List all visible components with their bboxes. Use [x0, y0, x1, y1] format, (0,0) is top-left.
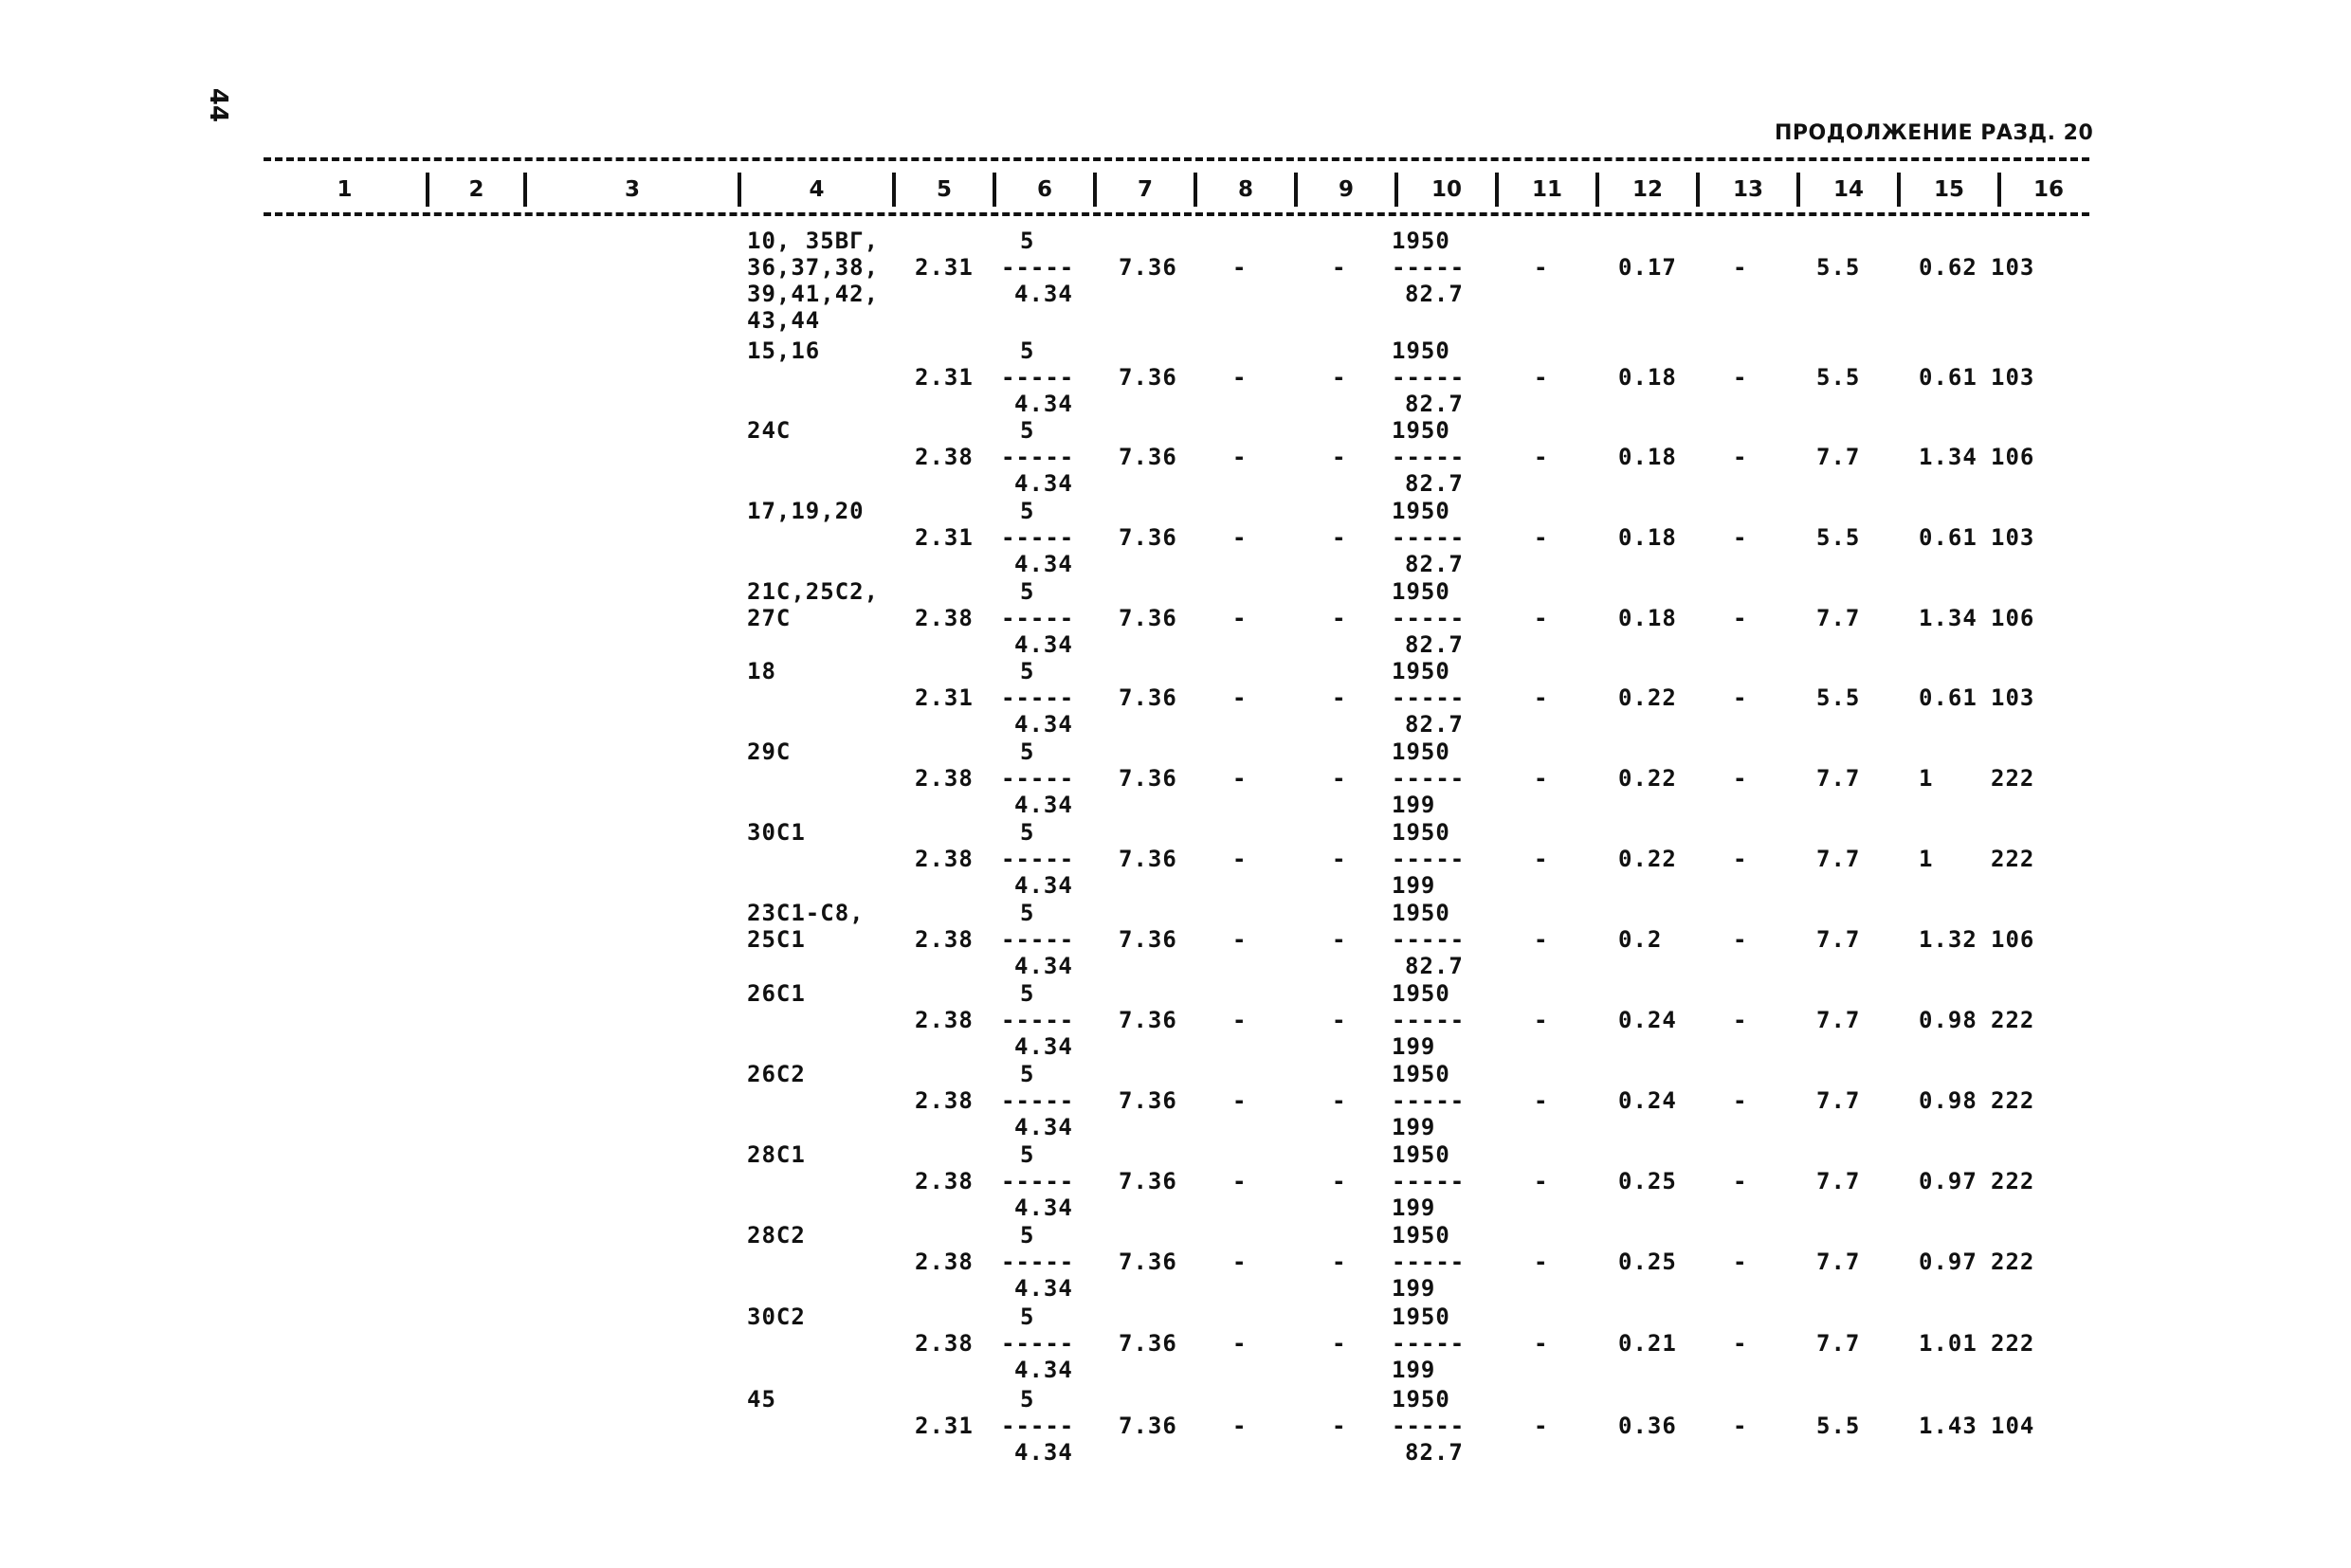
cell-col14: 7.7	[1816, 926, 1861, 953]
cell-col16: 103	[1991, 254, 2035, 281]
cell-col6-numerator: 5	[1020, 498, 1035, 524]
cell-col8: -	[1232, 254, 1248, 281]
cell-col5: 2.38	[915, 765, 974, 792]
cell-col7: 7.36	[1119, 765, 1177, 792]
cell-col11: -	[1534, 846, 1549, 872]
table-row	[0, 228, 2351, 334]
cell-col4: 15,16	[747, 337, 821, 364]
cell-col14: 5.5	[1816, 254, 1861, 281]
cell-col6-denominator: 4.34	[1014, 1357, 1073, 1383]
cell-col5: 2.31	[915, 1413, 974, 1439]
cell-col6-fraction-line: -----	[1001, 1168, 1075, 1194]
cell-col10-numerator: 1950	[1392, 1141, 1450, 1168]
cell-col7: 7.36	[1119, 1168, 1177, 1194]
column-header-6: 6	[996, 173, 1097, 207]
cell-col13: -	[1733, 364, 1748, 391]
cell-col4: 28C1	[747, 1141, 806, 1168]
cell-col6-fraction-line: -----	[1001, 1330, 1075, 1357]
cell-col4: 30C2	[747, 1304, 806, 1330]
cell-col13: -	[1733, 254, 1748, 281]
column-header-13: 13	[1700, 173, 1800, 207]
cell-col8: -	[1232, 364, 1248, 391]
cell-col5: 2.38	[915, 444, 974, 470]
cell-col4: 28C2	[747, 1222, 806, 1249]
column-header-8: 8	[1197, 173, 1298, 207]
cell-col9: -	[1332, 364, 1347, 391]
cell-col9: -	[1332, 1413, 1347, 1439]
cell-col16: 104	[1991, 1413, 2035, 1439]
cell-col8: -	[1232, 684, 1248, 711]
cell-col15: 1.01	[1919, 1330, 1977, 1357]
cell-col11: -	[1534, 364, 1549, 391]
cell-col11: -	[1534, 684, 1549, 711]
cell-col14: 5.5	[1816, 524, 1861, 551]
cell-col6-numerator: 5	[1020, 900, 1035, 926]
cell-col15: 1.32	[1919, 926, 1977, 953]
cell-col12: 0.18	[1618, 444, 1677, 470]
cell-col13: -	[1733, 1007, 1748, 1033]
table-row	[0, 1061, 2351, 1140]
cell-col10-fraction-line: -----	[1392, 1413, 1466, 1439]
table-row	[0, 900, 2351, 979]
cell-col6-fraction-line: -----	[1001, 605, 1075, 631]
cell-col9: -	[1332, 1007, 1347, 1033]
cell-col6-numerator: 5	[1020, 578, 1035, 605]
cell-col9: -	[1332, 1168, 1347, 1194]
cell-col11: -	[1534, 1330, 1549, 1357]
cell-col6-denominator: 4.34	[1014, 1275, 1073, 1302]
cell-col12: 0.25	[1618, 1168, 1677, 1194]
cell-col6-numerator: 5	[1020, 228, 1035, 254]
cell-col4: 23C1-C8, 25C1	[747, 900, 865, 953]
cell-col12: 0.25	[1618, 1249, 1677, 1275]
cell-col13: -	[1733, 1168, 1748, 1194]
cell-col8: -	[1232, 1087, 1248, 1114]
cell-col10-numerator: 1950	[1392, 578, 1450, 605]
cell-col10-numerator: 1950	[1392, 980, 1450, 1007]
cell-col12: 0.2	[1618, 926, 1663, 953]
cell-col12: 0.21	[1618, 1330, 1677, 1357]
cell-col8: -	[1232, 1249, 1248, 1275]
cell-col6-denominator: 4.34	[1014, 1194, 1073, 1221]
cell-col10-fraction-line: -----	[1392, 1087, 1466, 1114]
cell-col15: 0.61	[1919, 364, 1977, 391]
cell-col14: 5.5	[1816, 684, 1861, 711]
cell-col11: -	[1534, 1168, 1549, 1194]
cell-col16: 222	[1991, 1087, 2035, 1114]
cell-col5: 2.38	[915, 605, 974, 631]
cell-col16: 222	[1991, 846, 2035, 872]
cell-col4: 26C1	[747, 980, 806, 1007]
cell-col6-numerator: 5	[1020, 658, 1035, 684]
cell-col6-numerator: 5	[1020, 417, 1035, 444]
cell-col6-fraction-line: -----	[1001, 364, 1075, 391]
cell-col10-denominator: 82.7	[1405, 551, 1464, 577]
cell-col10-denominator: 82.7	[1405, 391, 1464, 417]
cell-col13: -	[1733, 684, 1748, 711]
cell-col4: 21C,25C2, 27C	[747, 578, 880, 631]
cell-col7: 7.36	[1119, 254, 1177, 281]
cell-col16: 103	[1991, 684, 2035, 711]
cell-col5: 2.31	[915, 254, 974, 281]
cell-col9: -	[1332, 444, 1347, 470]
cell-col10-fraction-line: -----	[1392, 1168, 1466, 1194]
cell-col6-denominator: 4.34	[1014, 1033, 1073, 1060]
cell-col16: 222	[1991, 765, 2035, 792]
cell-col9: -	[1332, 254, 1347, 281]
cell-col10-numerator: 1950	[1392, 900, 1450, 926]
cell-col12: 0.18	[1618, 605, 1677, 631]
cell-col5: 2.38	[915, 846, 974, 872]
cell-col5: 2.38	[915, 1087, 974, 1114]
cell-col14: 7.7	[1816, 765, 1861, 792]
cell-col14: 7.7	[1816, 1330, 1861, 1357]
cell-col14: 7.7	[1816, 1087, 1861, 1114]
cell-col10-fraction-line: -----	[1392, 1330, 1466, 1357]
cell-col7: 7.36	[1119, 1249, 1177, 1275]
cell-col10-denominator: 82.7	[1405, 281, 1464, 307]
cell-col6-denominator: 4.34	[1014, 391, 1073, 417]
continuation-heading: ПРОДОЛЖЕНИЕ РАЗД. 20	[1775, 121, 2094, 145]
cell-col5: 2.38	[915, 1330, 974, 1357]
table-row	[0, 1386, 2351, 1466]
table-row	[0, 337, 2351, 417]
cell-col6-denominator: 4.34	[1014, 1439, 1073, 1466]
column-header-16: 16	[2032, 177, 2064, 202]
cell-col10-numerator: 1950	[1392, 1222, 1450, 1249]
cell-col8: -	[1232, 1007, 1248, 1033]
cell-col4: 24C	[747, 417, 792, 444]
cell-col10-fraction-line: -----	[1392, 926, 1466, 953]
cell-col16: 222	[1991, 1007, 2035, 1033]
cell-col9: -	[1332, 1087, 1347, 1114]
cell-col6-fraction-line: -----	[1001, 1007, 1075, 1033]
cell-col13: -	[1733, 1087, 1748, 1114]
cell-col12: 0.17	[1618, 254, 1677, 281]
cell-col10-denominator: 199	[1392, 1194, 1436, 1221]
cell-col7: 7.36	[1119, 846, 1177, 872]
cell-col13: -	[1733, 926, 1748, 953]
table-row	[0, 578, 2351, 658]
cell-col10-numerator: 1950	[1392, 819, 1450, 846]
cell-col5: 2.38	[915, 1007, 974, 1033]
cell-col6-denominator: 4.34	[1014, 953, 1073, 979]
cell-col16: 222	[1991, 1330, 2035, 1357]
cell-col14: 7.7	[1816, 846, 1861, 872]
cell-col16: 103	[1991, 524, 2035, 551]
cell-col8: -	[1232, 1330, 1248, 1357]
page-number: 44	[204, 87, 233, 123]
column-header-14: 14	[1800, 173, 1901, 207]
column-header-5: 5	[896, 173, 996, 207]
cell-col11: -	[1534, 254, 1549, 281]
cell-col10-denominator: 82.7	[1405, 1439, 1464, 1466]
table-row	[0, 1141, 2351, 1221]
cell-col12: 0.36	[1618, 1413, 1677, 1439]
cell-col16: 106	[1991, 926, 2035, 953]
cell-col4: 17,19,20	[747, 498, 865, 524]
cell-col12: 0.22	[1618, 765, 1677, 792]
cell-col9: -	[1332, 846, 1347, 872]
cell-col10-fraction-line: -----	[1392, 444, 1466, 470]
cell-col9: -	[1332, 684, 1347, 711]
cell-col9: -	[1332, 605, 1347, 631]
table-row	[0, 1304, 2351, 1383]
cell-col15: 0.61	[1919, 684, 1977, 711]
cell-col10-fraction-line: -----	[1392, 254, 1466, 281]
cell-col11: -	[1534, 926, 1549, 953]
cell-col10-denominator: 199	[1392, 792, 1436, 818]
cell-col14: 7.7	[1816, 1249, 1861, 1275]
cell-col7: 7.36	[1119, 1330, 1177, 1357]
cell-col6-denominator: 4.34	[1014, 470, 1073, 497]
cell-col8: -	[1232, 765, 1248, 792]
cell-col9: -	[1332, 926, 1347, 953]
cell-col7: 7.36	[1119, 444, 1177, 470]
cell-col6-denominator: 4.34	[1014, 711, 1073, 738]
cell-col15: 1.43	[1919, 1413, 1977, 1439]
cell-col5: 2.31	[915, 364, 974, 391]
cell-col6-fraction-line: -----	[1001, 524, 1075, 551]
table-row	[0, 738, 2351, 818]
cell-col10-fraction-line: -----	[1392, 1007, 1466, 1033]
cell-col10-fraction-line: -----	[1392, 524, 1466, 551]
cell-col15: 0.97	[1919, 1168, 1977, 1194]
cell-col5: 2.38	[915, 926, 974, 953]
column-header-9: 9	[1298, 173, 1398, 207]
cell-col8: -	[1232, 926, 1248, 953]
table-row	[0, 1222, 2351, 1302]
cell-col7: 7.36	[1119, 1007, 1177, 1033]
cell-col6-numerator: 5	[1020, 337, 1035, 364]
cell-col6-fraction-line: -----	[1001, 765, 1075, 792]
cell-col15: 1	[1919, 765, 1934, 792]
cell-col6-denominator: 4.34	[1014, 1114, 1073, 1140]
cell-col6-numerator: 5	[1020, 1141, 1035, 1168]
cell-col5: 2.31	[915, 524, 974, 551]
cell-col15: 1	[1919, 846, 1934, 872]
cell-col10-numerator: 1950	[1392, 1386, 1450, 1413]
cell-col4: 29C	[747, 738, 792, 765]
cell-col7: 7.36	[1119, 926, 1177, 953]
cell-col11: -	[1534, 1413, 1549, 1439]
cell-col5: 2.38	[915, 1168, 974, 1194]
cell-col7: 7.36	[1119, 605, 1177, 631]
column-header-3: 3	[527, 173, 741, 207]
cell-col10-numerator: 1950	[1392, 417, 1450, 444]
cell-col4: 18	[747, 658, 776, 684]
column-header-15: 15	[1901, 173, 2001, 207]
cell-col10-numerator: 1950	[1392, 337, 1450, 364]
cell-col10-numerator: 1950	[1392, 658, 1450, 684]
cell-col14: 7.7	[1816, 1007, 1861, 1033]
cell-col5: 2.31	[915, 684, 974, 711]
column-header-2: 2	[429, 173, 527, 207]
cell-col6-denominator: 4.34	[1014, 872, 1073, 899]
cell-col11: -	[1534, 605, 1549, 631]
cell-col10-denominator: 82.7	[1405, 953, 1464, 979]
cell-col6-denominator: 4.34	[1014, 281, 1073, 307]
cell-col13: -	[1733, 765, 1748, 792]
table-row	[0, 658, 2351, 738]
cell-col6-fraction-line: -----	[1001, 254, 1075, 281]
cell-col10-fraction-line: -----	[1392, 364, 1466, 391]
cell-col10-denominator: 199	[1392, 1275, 1436, 1302]
table-row	[0, 819, 2351, 899]
cell-col10-numerator: 1950	[1392, 498, 1450, 524]
header-top-rule	[264, 157, 2089, 161]
cell-col9: -	[1332, 524, 1347, 551]
column-header-7: 7	[1097, 173, 1197, 207]
cell-col10-numerator: 1950	[1392, 228, 1450, 254]
cell-col13: -	[1733, 444, 1748, 470]
cell-col10-denominator: 82.7	[1405, 711, 1464, 738]
cell-col15: 0.97	[1919, 1249, 1977, 1275]
cell-col4: 26C2	[747, 1061, 806, 1087]
cell-col6-fraction-line: -----	[1001, 926, 1075, 953]
cell-col10-fraction-line: -----	[1392, 1249, 1466, 1275]
cell-col6-fraction-line: -----	[1001, 1413, 1075, 1439]
cell-col6-numerator: 5	[1020, 1386, 1035, 1413]
cell-col8: -	[1232, 524, 1248, 551]
cell-col13: -	[1733, 846, 1748, 872]
column-header-12: 12	[1599, 173, 1700, 207]
cell-col10-denominator: 199	[1392, 872, 1436, 899]
cell-col6-numerator: 5	[1020, 738, 1035, 765]
cell-col6-fraction-line: -----	[1001, 1087, 1075, 1114]
cell-col15: 0.62	[1919, 254, 1977, 281]
cell-col7: 7.36	[1119, 1087, 1177, 1114]
cell-col9: -	[1332, 1249, 1347, 1275]
cell-col15: 0.61	[1919, 524, 1977, 551]
column-header-4: 4	[741, 173, 896, 207]
cell-col4: 30C1	[747, 819, 806, 846]
cell-col12: 0.24	[1618, 1087, 1677, 1114]
cell-col6-fraction-line: -----	[1001, 846, 1075, 872]
column-header-11: 11	[1499, 173, 1599, 207]
cell-col10-fraction-line: -----	[1392, 605, 1466, 631]
cell-col6-numerator: 5	[1020, 1222, 1035, 1249]
cell-col15: 0.98	[1919, 1087, 1977, 1114]
cell-col6-denominator: 4.34	[1014, 551, 1073, 577]
cell-col10-numerator: 1950	[1392, 738, 1450, 765]
column-header-1: 1	[264, 173, 429, 207]
cell-col10-denominator: 199	[1392, 1114, 1436, 1140]
cell-col10-denominator: 199	[1392, 1357, 1436, 1383]
cell-col14: 5.5	[1816, 1413, 1861, 1439]
cell-col11: -	[1534, 1007, 1549, 1033]
cell-col13: -	[1733, 1413, 1748, 1439]
table-row	[0, 498, 2351, 577]
cell-col6-fraction-line: -----	[1001, 444, 1075, 470]
cell-col6-numerator: 5	[1020, 1061, 1035, 1087]
cell-col7: 7.36	[1119, 1413, 1177, 1439]
cell-col11: -	[1534, 765, 1549, 792]
cell-col8: -	[1232, 1413, 1248, 1439]
cell-col9: -	[1332, 1330, 1347, 1357]
cell-col10-numerator: 1950	[1392, 1061, 1450, 1087]
table-row	[0, 980, 2351, 1060]
cell-col14: 5.5	[1816, 364, 1861, 391]
cell-col8: -	[1232, 1168, 1248, 1194]
cell-col6-numerator: 5	[1020, 819, 1035, 846]
cell-col4: 10, 35ВГ, 36,37,38, 39,41,42, 43,44	[747, 228, 880, 334]
cell-col4: 45	[747, 1386, 776, 1413]
cell-col12: 0.22	[1618, 846, 1677, 872]
cell-col6-fraction-line: -----	[1001, 1249, 1075, 1275]
cell-col10-fraction-line: -----	[1392, 846, 1466, 872]
header-bottom-rule	[264, 212, 2089, 216]
cell-col10-denominator: 199	[1392, 1033, 1436, 1060]
cell-col15: 0.98	[1919, 1007, 1977, 1033]
cell-col5: 2.38	[915, 1249, 974, 1275]
cell-col8: -	[1232, 444, 1248, 470]
cell-col6-numerator: 5	[1020, 980, 1035, 1007]
cell-col11: -	[1534, 1087, 1549, 1114]
cell-col10-fraction-line: -----	[1392, 765, 1466, 792]
cell-col14: 7.7	[1816, 444, 1861, 470]
cell-col10-denominator: 82.7	[1405, 470, 1464, 497]
cell-col16: 106	[1991, 444, 2035, 470]
cell-col14: 7.7	[1816, 605, 1861, 631]
cell-col10-numerator: 1950	[1392, 1304, 1450, 1330]
cell-col10-denominator: 82.7	[1405, 631, 1464, 658]
cell-col8: -	[1232, 605, 1248, 631]
cell-col15: 1.34	[1919, 605, 1977, 631]
cell-col7: 7.36	[1119, 524, 1177, 551]
table-row	[0, 417, 2351, 497]
cell-col8: -	[1232, 846, 1248, 872]
cell-col11: -	[1534, 444, 1549, 470]
cell-col13: -	[1733, 1249, 1748, 1275]
column-header-10: 10	[1398, 173, 1499, 207]
cell-col13: -	[1733, 524, 1748, 551]
cell-col6-denominator: 4.34	[1014, 792, 1073, 818]
cell-col12: 0.22	[1618, 684, 1677, 711]
cell-col14: 7.7	[1816, 1168, 1861, 1194]
cell-col13: -	[1733, 605, 1748, 631]
cell-col13: -	[1733, 1330, 1748, 1357]
cell-col7: 7.36	[1119, 684, 1177, 711]
cell-col16: 222	[1991, 1249, 2035, 1275]
cell-col11: -	[1534, 1249, 1549, 1275]
cell-col12: 0.18	[1618, 364, 1677, 391]
cell-col16: 222	[1991, 1168, 2035, 1194]
cell-col12: 0.24	[1618, 1007, 1677, 1033]
cell-col15: 1.34	[1919, 444, 1977, 470]
cell-col6-fraction-line: -----	[1001, 684, 1075, 711]
cell-col12: 0.18	[1618, 524, 1677, 551]
cell-col9: -	[1332, 765, 1347, 792]
cell-col10-fraction-line: -----	[1392, 684, 1466, 711]
cell-col6-denominator: 4.34	[1014, 631, 1073, 658]
cell-col6-numerator: 5	[1020, 1304, 1035, 1330]
cell-col16: 106	[1991, 605, 2035, 631]
cell-col11: -	[1534, 524, 1549, 551]
cell-col7: 7.36	[1119, 364, 1177, 391]
cell-col16: 103	[1991, 364, 2035, 391]
